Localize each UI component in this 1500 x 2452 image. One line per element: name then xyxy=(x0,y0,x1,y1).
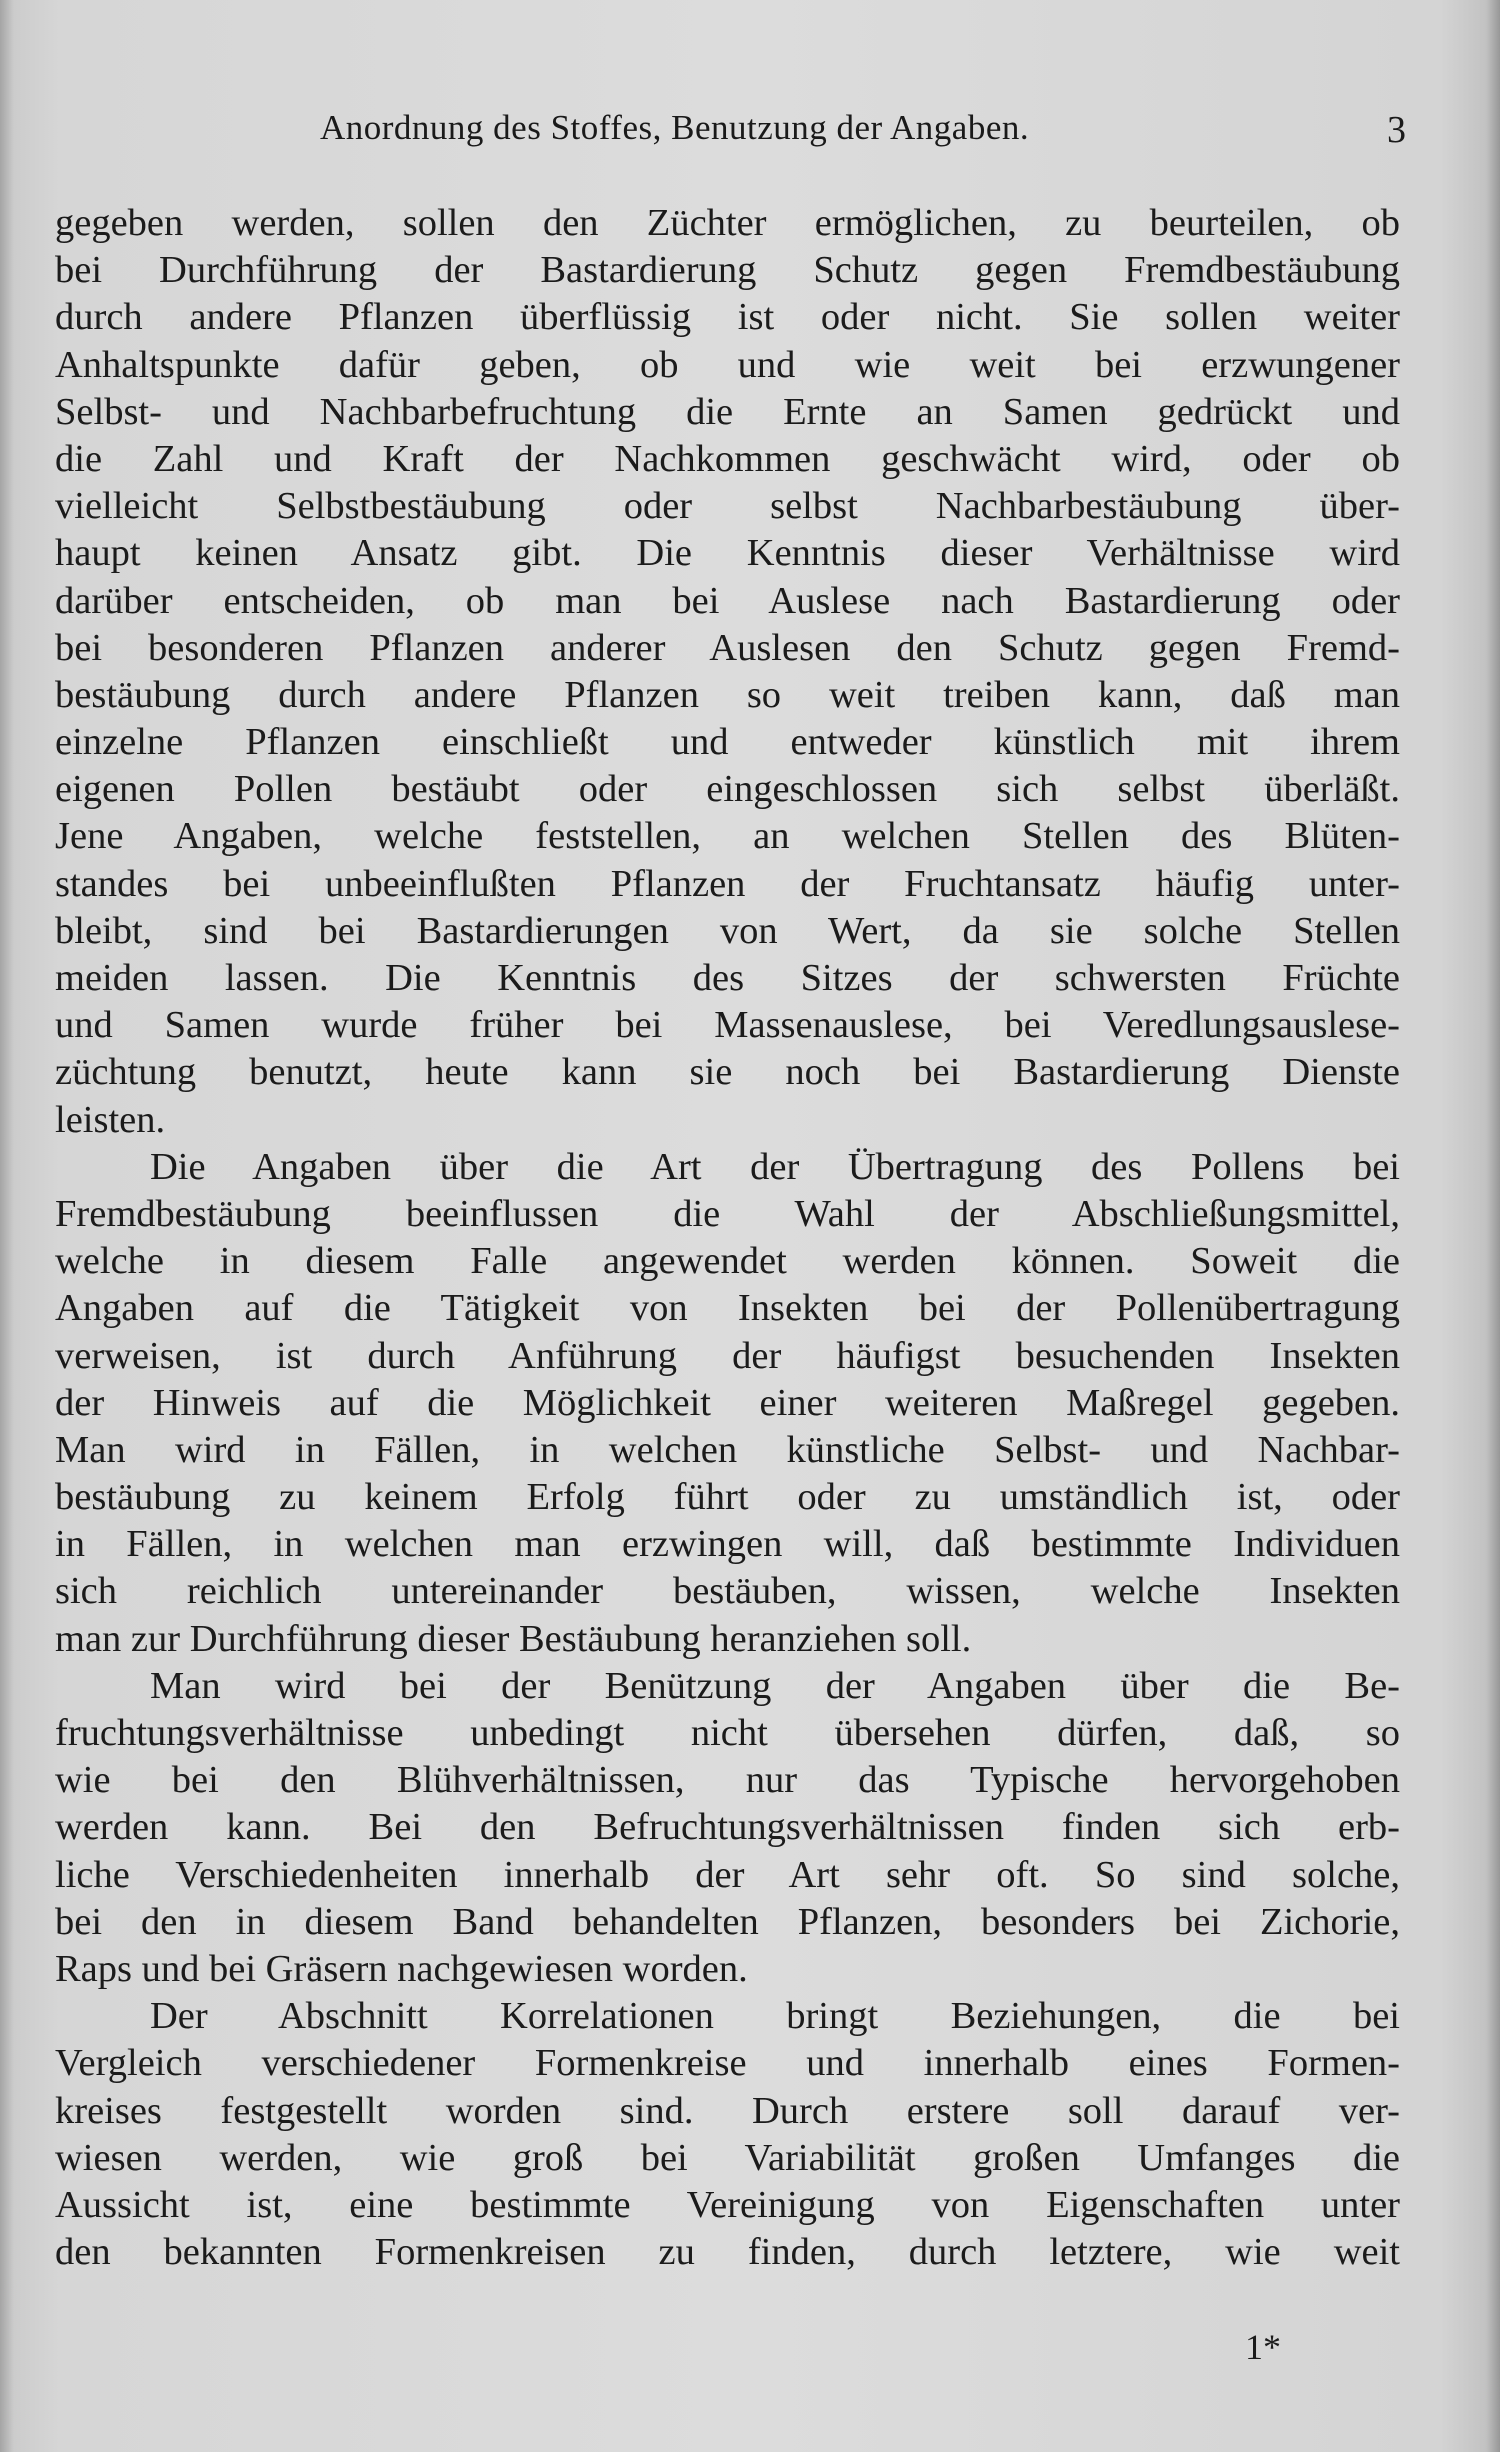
text-line: wie bei den Blühverhältnissen, nur das Typische hervorgehoben xyxy=(55,1759,1400,1802)
text-line: verweisen, ist durch Anführung der häufigst besuchenden Insekten xyxy=(55,1334,1400,1377)
text-line: bestäubung durch andere Pflanzen so weit treiben kann, daß man xyxy=(55,673,1400,716)
text-line: Selbst- und Nachbarbefruchtung die Ernte an Samen gedrückt und xyxy=(55,390,1400,433)
text-line: Vergleich verschiedener Formenkreise und innerhalb eines Formen- xyxy=(55,2042,1400,2085)
text-line: Man wird bei der Benützung der Angaben über die Be- xyxy=(150,1664,1400,1707)
text-line: Aussicht ist, eine bestimmte Vereinigung von Eigenschaften unter xyxy=(55,2183,1400,2226)
text-line: leisten. xyxy=(55,1098,166,1141)
text-line: in Fällen, in welchen man erzwingen will, daß bestimmte Individuen xyxy=(55,1523,1400,1566)
signature-mark: 1* xyxy=(1245,2327,1281,2367)
text-line: Der Abschnitt Korrelationen bringt Beziehungen, die bei xyxy=(150,1995,1400,2038)
text-line: der Hinweis auf die Möglichkeit einer weiteren Maßregel gegeben. xyxy=(55,1381,1400,1424)
text-line: Angaben auf die Tätigkeit von Insekten bei der Pollenübertragung xyxy=(55,1287,1400,1330)
text-line: darüber entscheiden, ob man bei Auslese nach Bastardierung oder xyxy=(55,579,1400,622)
text-line: Anhaltspunkte dafür geben, ob und wie weit bei erzwungener xyxy=(55,343,1400,386)
text-line: den bekannten Formenkreisen zu finden, durch letztere, wie weit xyxy=(55,2231,1400,2274)
text-line: man zur Durchführung dieser Bestäubung heranziehen soll. xyxy=(55,1617,972,1660)
text-line: liche Verschiedenheiten innerhalb der Art sehr oft. So sind solche, xyxy=(55,1853,1400,1896)
text-line: werden kann. Bei den Befruchtungsverhältnissen finden sich erb- xyxy=(55,1806,1400,1849)
text-line: Jene Angaben, welche feststellen, an welchen Stellen des Blüten- xyxy=(55,815,1400,858)
text-line: bei Durchführung der Bastardierung Schutz gegen Fremdbestäubung xyxy=(55,249,1400,292)
text-line: sich reichlich untereinander bestäuben, wissen, welche Insekten xyxy=(55,1570,1400,1613)
text-line: wiesen werden, wie groß bei Variabilität großen Umfanges die xyxy=(55,2136,1400,2179)
text-line: durch andere Pflanzen überflüssig ist oder nicht. Sie sollen weiter xyxy=(55,296,1400,339)
text-line: fruchtungsverhältnisse unbedingt nicht übersehen dürfen, daß, so xyxy=(55,1712,1400,1754)
text-line: einzelne Pflanzen einschließt und entweder künstlich mit ihrem xyxy=(55,721,1400,764)
page-number: 3 xyxy=(1387,109,1406,151)
text-line: vielleicht Selbstbestäubung oder selbst Nachbarbestäubung über- xyxy=(55,485,1400,528)
text-line: Raps und bei Gräsern nachgewiesen worden. xyxy=(55,1947,748,1990)
page-left-edge xyxy=(0,0,14,2452)
text-line: eigenen Pollen bestäubt oder eingeschlossen sich selbst überläßt. xyxy=(55,768,1400,811)
text-line: die Zahl und Kraft der Nachkommen geschwächt wird, oder ob xyxy=(55,437,1400,480)
page-header xyxy=(58,108,1406,158)
text-line: welche in diesem Falle angewendet werden können. Soweit die xyxy=(55,1240,1400,1283)
text-line: Man wird in Fällen, in welchen künstliche Selbst- und Nachbar- xyxy=(55,1428,1400,1471)
text-line: Die Angaben über die Art der Übertragung des Pollens bei xyxy=(150,1145,1400,1188)
text-line: bestäubung zu keinem Erfolg führt oder zu umständlich ist, oder xyxy=(55,1476,1400,1519)
text-line: gegeben werden, sollen den Züchter ermöglichen, zu beurteilen, ob xyxy=(55,202,1400,244)
text-line: bei den in diesem Band behandelten Pflanzen, besonders bei Zichorie, xyxy=(55,1900,1400,1943)
body-text xyxy=(55,200,1400,2276)
text-line: Fremdbestäubung beeinflussen die Wahl der Abschließungsmittel, xyxy=(55,1192,1400,1235)
text-line: bei besonderen Pflanzen anderer Auslesen den Schutz gegen Fremd- xyxy=(55,626,1400,669)
running-title: Anordnung des Stoffes, Benutzung der Angaben. xyxy=(320,108,1030,147)
text-line: und Samen wurde früher bei Massenauslese, bei Veredlungsauslese- xyxy=(55,1004,1400,1047)
text-line: standes bei unbeeinflußten Pflanzen der Fruchtansatz häufig unter- xyxy=(55,862,1400,905)
text-line: kreises festgestellt worden sind. Durch erstere soll darauf ver- xyxy=(55,2089,1400,2132)
text-line: züchtung benutzt, heute kann sie noch bei Bastardierung Dienste xyxy=(55,1051,1400,1094)
text-line: meiden lassen. Die Kenntnis des Sitzes der schwersten Früchte xyxy=(55,957,1400,999)
text-line: bleibt, sind bei Bastardierungen von Wert, da sie solche Stellen xyxy=(55,909,1400,952)
text-line: haupt keinen Ansatz gibt. Die Kenntnis dieser Verhältnisse wird xyxy=(55,532,1400,575)
page-right-edge xyxy=(1486,0,1500,2452)
